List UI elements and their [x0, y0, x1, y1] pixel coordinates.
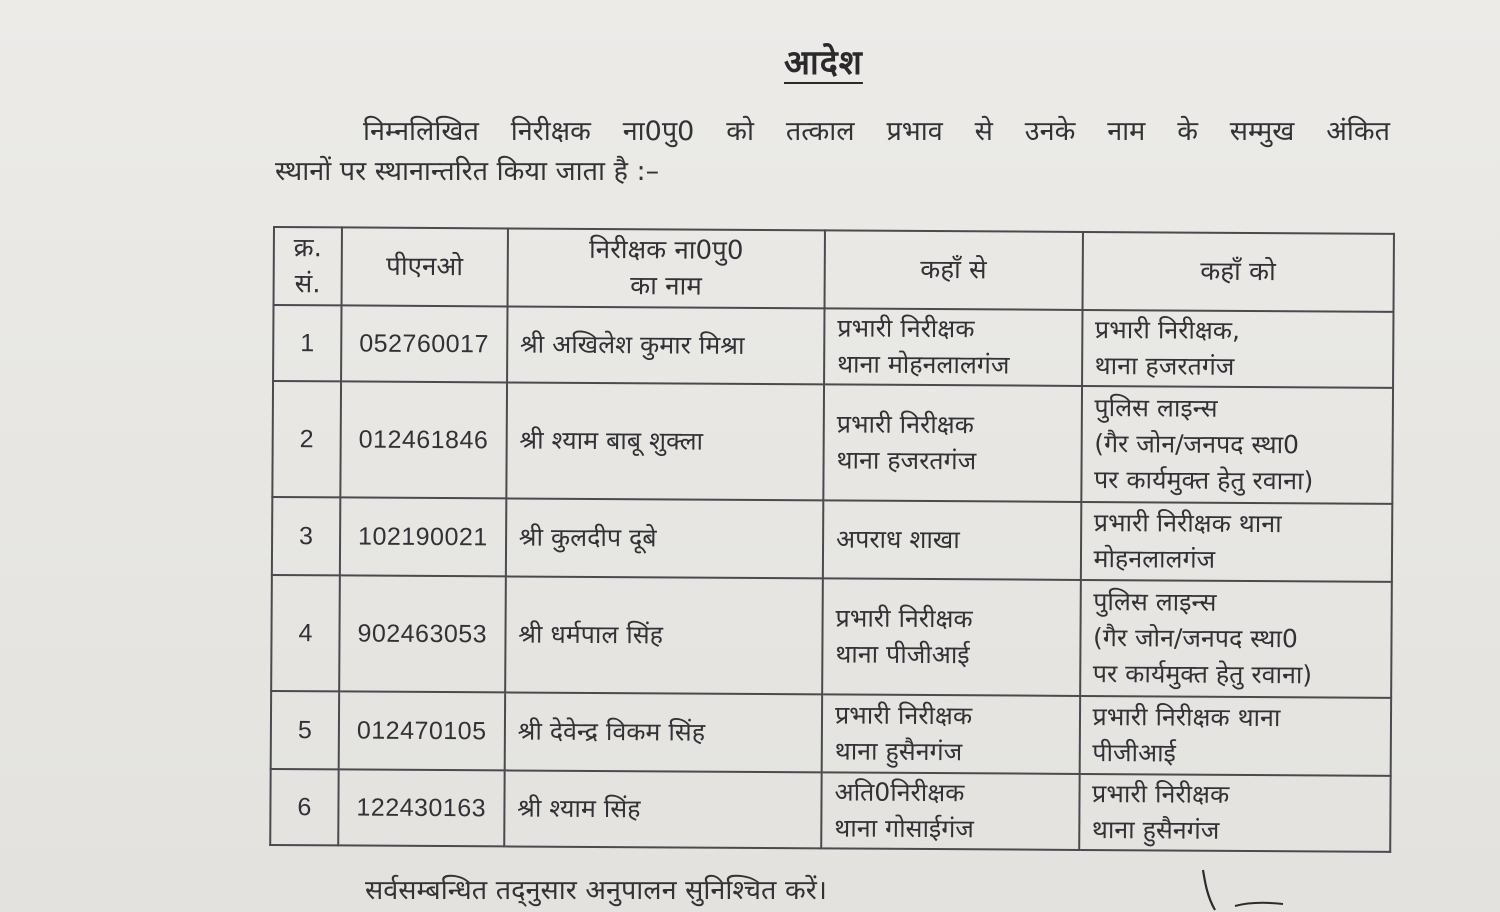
- table-row: [270, 769, 1390, 852]
- table-header-row: [274, 227, 1394, 312]
- row-from-line: थाना हजरतगंज: [836, 445, 977, 476]
- row-name: श्री देवेन्द्र विकम सिंह: [504, 692, 822, 772]
- row-to-line: (गैर जोन/जनपद स्था0: [1092, 623, 1298, 654]
- row-to: [1079, 696, 1391, 776]
- row-from-line: अति0निरीक्षक: [834, 777, 965, 808]
- row-to-line: प्रभारी निरीक्षक थाना: [1093, 508, 1282, 539]
- compliance-note: सर्वसम्बन्धित तद्नुसार अनुपालन सुनिश्चित करें।: [365, 875, 827, 906]
- row-pno: 052760017: [341, 305, 507, 382]
- row-to: [1080, 502, 1392, 582]
- row-to-line: प्रभारी निरीक्षक थाना: [1092, 702, 1281, 733]
- intro-paragraph: [275, 112, 1390, 192]
- intro-line-2: स्थानों पर स्थानान्तरित किया जाता है :–: [275, 156, 660, 187]
- table-row: [271, 691, 1391, 776]
- intro-line-1: निम्नलिखित निरीक्षक ना0पु0 को तत्काल प्रभाव से उनके नाम के सम्मुख अंकित: [363, 116, 1390, 147]
- header-serial-number: [274, 227, 342, 305]
- row-serial: 2: [272, 381, 341, 497]
- header-inspector-name: [507, 228, 825, 308]
- header-pno: पीएनओ: [341, 227, 507, 306]
- row-serial: 6: [270, 769, 338, 845]
- row-to: [1079, 774, 1391, 852]
- document-title: आदेश: [784, 43, 863, 83]
- header-serial-line-2: सं.: [294, 269, 321, 300]
- row-pno: 012470105: [339, 691, 505, 770]
- row-pno: 012461846: [340, 381, 507, 498]
- row-name: श्री धर्मपाल सिंह: [505, 576, 823, 694]
- transfer-table: [269, 226, 1395, 853]
- row-from-line: प्रभारी निरीक्षक: [834, 700, 973, 731]
- row-to: [1082, 310, 1394, 388]
- row-to-line: प्रभारी निरीक्षक: [1092, 779, 1230, 809]
- row-to: [1081, 386, 1393, 504]
- row-from: [822, 578, 1080, 696]
- row-to-line: पुलिस लाइन्स: [1094, 393, 1218, 423]
- row-from-line: थाना मोहनलालगंज: [837, 349, 1010, 380]
- row-from-line: थाना पीजीआई: [835, 639, 970, 670]
- row-from-line: प्रभारी निरीक्षक: [836, 409, 974, 440]
- row-name: श्री अखिलेश कुमार मिश्रा: [507, 306, 825, 384]
- row-to-line: पीजीआई: [1092, 738, 1176, 768]
- row-name: श्री श्याम बाबू शुक्ला: [506, 382, 824, 500]
- header-name-line-1: निरीक्षक ना0पु0: [588, 234, 744, 266]
- row-serial: 1: [273, 305, 341, 381]
- header-from: कहाँ से: [824, 230, 1082, 310]
- row-from: [821, 772, 1079, 850]
- row-from: [823, 384, 1081, 502]
- row-to-line: (गैर जोन/जनपद स्था0: [1094, 429, 1300, 460]
- table-row: [272, 381, 1393, 504]
- row-from: [823, 500, 1081, 580]
- row-to-line: थाना हजरतगंज: [1094, 351, 1235, 381]
- row-serial: 5: [271, 691, 339, 769]
- row-from-line: अपराध शाखा: [835, 524, 960, 555]
- row-pno: 122430163: [338, 769, 504, 846]
- table-row: [273, 305, 1393, 388]
- row-to-line: प्रभारी निरीक्षक,: [1094, 315, 1241, 345]
- row-serial: 4: [271, 575, 340, 691]
- row-name: श्री श्याम सिंह: [504, 770, 822, 848]
- table-row: [271, 575, 1392, 698]
- row-to-line: पुलिस लाइन्स: [1093, 587, 1217, 617]
- row-to-line: पर कार्यमुक्त हेतु रवाना): [1093, 465, 1314, 496]
- header-to: कहाँ को: [1082, 232, 1394, 312]
- row-from-line: थाना गोसाईगंज: [834, 813, 974, 844]
- signature-mark: [1195, 866, 1315, 912]
- row-from-line: प्रभारी निरीक्षक: [835, 603, 973, 634]
- row-to-line: थाना हुसैनगंज: [1091, 815, 1220, 845]
- row-from-line: प्रभारी निरीक्षक: [837, 313, 975, 344]
- row-from: [822, 694, 1080, 774]
- row-from: [824, 308, 1082, 386]
- row-to-line: मोहनलालगंज: [1093, 544, 1216, 574]
- row-to-line: पर कार्यमुक्त हेतु रवाना): [1092, 659, 1313, 690]
- header-name-line-2: का नाम: [630, 271, 702, 302]
- row-from-line: थाना हुसैनगंज: [834, 736, 963, 767]
- table-row: [272, 497, 1392, 582]
- row-pno: 902463053: [339, 575, 506, 692]
- row-name: श्री कुलदीप दूबे: [506, 498, 824, 578]
- row-serial: 3: [272, 497, 340, 575]
- row-to: [1080, 580, 1392, 698]
- row-pno: 102190021: [340, 497, 506, 576]
- header-serial-line-1: क्र.: [293, 233, 323, 264]
